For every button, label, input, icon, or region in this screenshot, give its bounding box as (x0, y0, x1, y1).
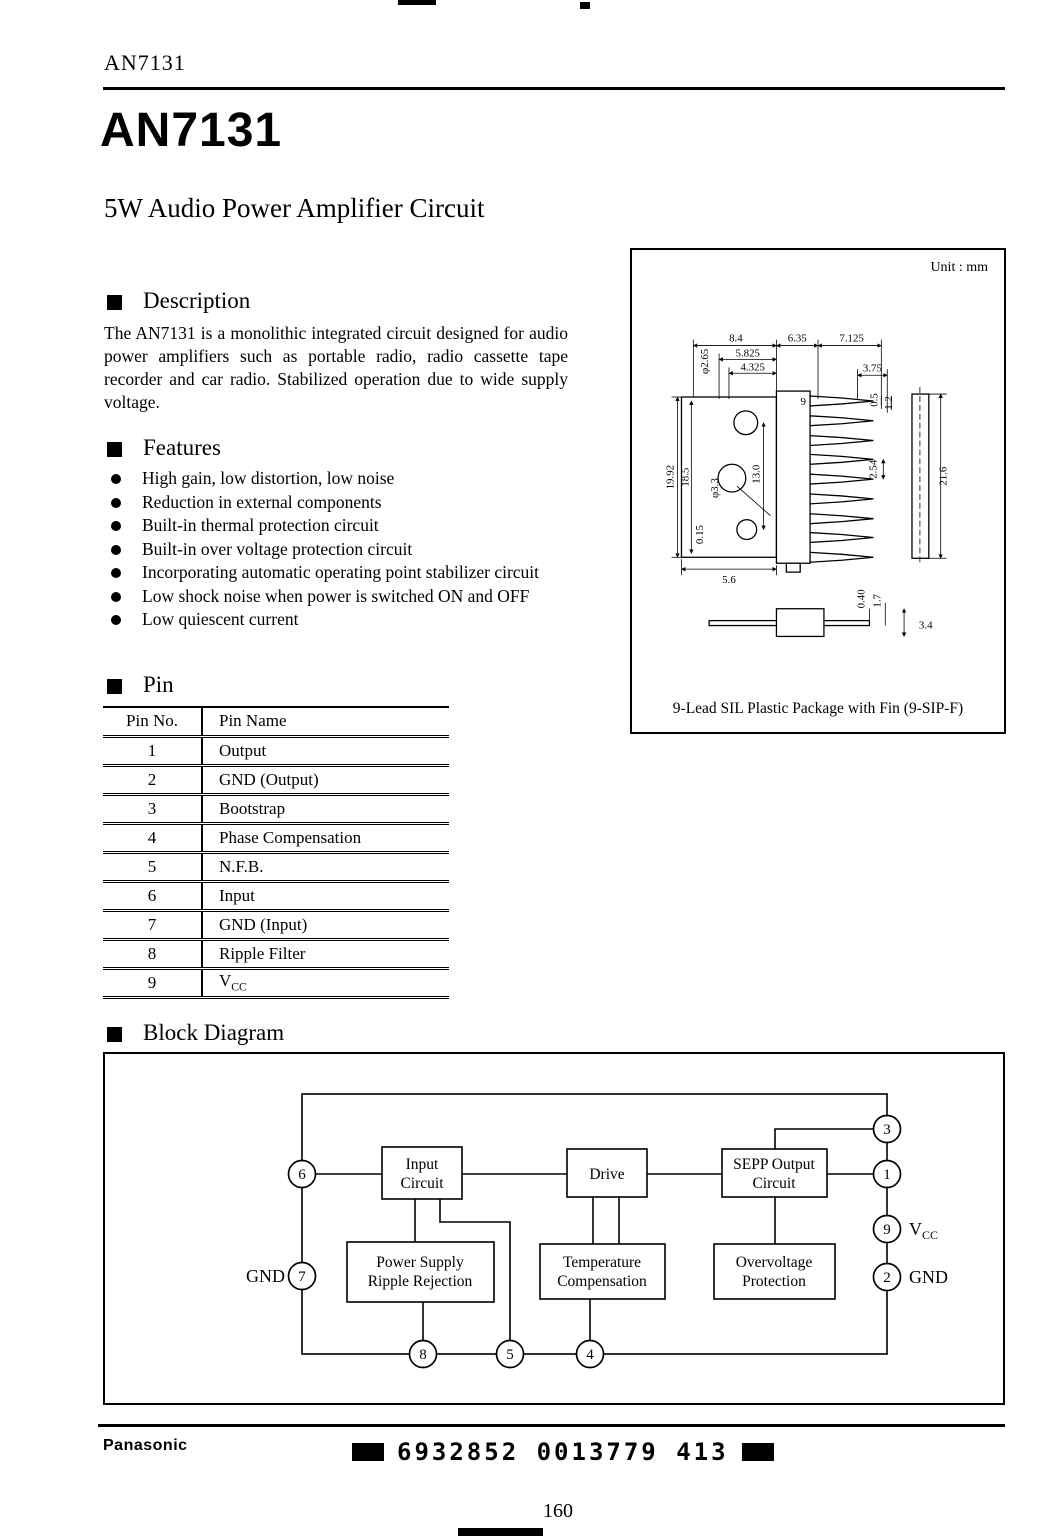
svg-text:1.2: 1.2 (883, 396, 896, 410)
section-heading-features (103, 435, 221, 461)
section-heading-pin (103, 672, 174, 698)
scan-artifact (458, 1528, 543, 1536)
svg-text:0.40: 0.40 (855, 589, 868, 609)
svg-text:1.7: 1.7 (871, 594, 884, 608)
svg-text:18.5: 18.5 (679, 467, 692, 487)
package-dimensions-leads (867, 393, 895, 480)
list-item: Low quiescent current (104, 608, 590, 632)
section-heading-block-diagram (103, 1020, 284, 1046)
block-temperature-compensation (540, 1244, 665, 1299)
pin-node-phase-comp (577, 1341, 604, 1368)
bullet-icon (111, 521, 121, 531)
header-rule (103, 87, 1005, 90)
pin-node-bootstrap (874, 1116, 901, 1143)
svg-text:Ripple Rejection: Ripple Rejection (367, 1273, 473, 1290)
list-item: Incorporating automatic operating point stabilizer circuit (104, 561, 590, 585)
svg-text:φ3.3: φ3.3 (709, 478, 722, 498)
svg-text:0.5: 0.5 (868, 393, 881, 407)
table-row: 3 Bootstrap (103, 794, 449, 823)
package-drawing-panel (630, 248, 1006, 734)
package-outline-drawing (632, 250, 1004, 732)
svg-text:6.35: 6.35 (787, 332, 807, 345)
description-text: The AN7131 is a monolithic integrated circuit designed for audio power amplifiers such as portable radio, radio cassette tape recorder and car radio. Stabilized operation due to wide supply voltage. (104, 323, 568, 412)
pin-node-vcc (874, 1216, 901, 1243)
svg-text:3: 3 (883, 1122, 891, 1138)
table-header-row (103, 707, 449, 736)
page-subtitle: 5W Audio Power Amplifier Circuit (104, 193, 485, 223)
code-block-icon (352, 1443, 384, 1461)
section-marker-icon (107, 1027, 122, 1042)
code-block-icon (742, 1443, 774, 1461)
bullet-icon (111, 474, 121, 484)
brand-logo: Panasonic (103, 1437, 188, 1454)
svg-text:3.4: 3.4 (918, 619, 933, 632)
svg-text:Drive: Drive (589, 1166, 625, 1183)
pin-table (103, 706, 449, 999)
bullet-icon (111, 568, 121, 578)
pin-node-gnd-input (289, 1263, 316, 1290)
svg-text:5.6: 5.6 (722, 574, 736, 587)
block-input-circuit (382, 1147, 462, 1199)
ic-boundary (302, 1094, 887, 1354)
gnd-label-left: GND (246, 1266, 285, 1286)
pin-node-ripple-filter (410, 1341, 437, 1368)
table-row: 7 GND (Input) (103, 910, 449, 939)
bullet-icon (111, 592, 121, 602)
bullet-icon (111, 545, 121, 555)
svg-text:19.92: 19.92 (664, 464, 677, 490)
section-marker-icon (107, 679, 122, 694)
gnd-label-right: GND (909, 1267, 948, 1287)
svg-text:9: 9 (883, 1222, 891, 1238)
pin9-label: 9 (800, 395, 806, 408)
block-drive (567, 1149, 647, 1197)
svg-text:13.0: 13.0 (750, 464, 763, 484)
pin-node-gnd-output (874, 1264, 901, 1291)
scan-artifact (580, 2, 590, 9)
svg-text:Temperature: Temperature (562, 1254, 642, 1271)
bullet-icon (111, 498, 121, 508)
svg-text:2.54: 2.54 (867, 459, 880, 479)
svg-text:5.825: 5.825 (735, 347, 760, 360)
svg-text:SEPP Output: SEPP Output (733, 1156, 815, 1173)
footer-code (352, 1438, 774, 1466)
list-item: Reduction in external components (104, 491, 590, 515)
svg-text:7.125: 7.125 (839, 332, 864, 345)
unit-label: Unit : mm (930, 260, 988, 275)
package-bottom-view (709, 589, 933, 637)
svg-text:0.15: 0.15 (694, 525, 707, 545)
table-row: 9 $V_{CC}$ (103, 968, 449, 997)
svg-text:8.4: 8.4 (729, 332, 743, 345)
section-heading-label: Description (143, 288, 251, 313)
section-heading-label: Features (143, 435, 221, 460)
list-item: High gain, low distortion, low noise (104, 467, 590, 491)
table-row: 8 Ripple Filter (103, 939, 449, 968)
svg-text:4: 4 (586, 1347, 594, 1363)
section-heading-description (103, 288, 250, 314)
table-row: 2 GND (Output) (103, 765, 449, 794)
block-overvoltage-protection (714, 1244, 835, 1299)
table-row: 1 Output (103, 736, 449, 765)
section-heading-label: Pin (143, 672, 174, 697)
code-digits: 6932852 0013779 413 (397, 1438, 729, 1466)
svg-text:4.325: 4.325 (740, 361, 765, 374)
svg-text:8: 8 (419, 1347, 427, 1363)
svg-text:21.6: 21.6 (937, 466, 950, 486)
svg-text:2: 2 (883, 1270, 891, 1286)
svg-text:6: 6 (298, 1167, 306, 1183)
vcc-label: $V_{CC}$ (909, 1219, 939, 1242)
svg-text:φ2.65: φ2.65 (699, 348, 712, 375)
svg-text:Overvoltage: Overvoltage (735, 1254, 813, 1271)
svg-text:7: 7 (298, 1269, 306, 1285)
package-dimensions-bottom (681, 559, 776, 586)
table-row: 4 Phase Compensation (103, 823, 449, 852)
svg-text:Circuit: Circuit (400, 1175, 444, 1192)
scan-artifact (398, 0, 436, 5)
table-row: 6 Input (103, 881, 449, 910)
table-row: 5 N.F.B. (103, 852, 449, 881)
list-item: Low shock noise when power is switched ON and OFF (104, 585, 590, 609)
footer-rule (98, 1424, 1005, 1427)
svg-text:Protection: Protection (742, 1273, 806, 1290)
page-title: AN7131 (100, 104, 283, 157)
block-ripple-rejection (347, 1242, 494, 1302)
list-item: Built-in thermal protection circuit (104, 514, 590, 538)
section-marker-icon (107, 295, 122, 310)
block-diagram (105, 1054, 1003, 1403)
block-diagram-panel (103, 1052, 1005, 1405)
svg-text:3.75: 3.75 (862, 362, 882, 375)
block-sepp-output (722, 1149, 827, 1197)
section-marker-icon (107, 442, 122, 457)
svg-text:Compensation: Compensation (557, 1273, 647, 1290)
pin-node-output (874, 1161, 901, 1188)
page-number: 160 (543, 1500, 573, 1522)
pin-node-nfb (497, 1341, 524, 1368)
section-heading-label: Block Diagram (143, 1020, 285, 1045)
bullet-icon (111, 615, 121, 625)
pin-node-input (289, 1161, 316, 1188)
svg-text:Input: Input (405, 1156, 439, 1173)
list-item: Built-in over voltage protection circuit (104, 538, 590, 562)
features-list (104, 467, 590, 632)
svg-text:Circuit: Circuit (752, 1175, 796, 1192)
package-side-view (912, 387, 950, 565)
svg-text:5: 5 (506, 1347, 514, 1363)
package-caption: 9-Lead SIL Plastic Package with Fin (9-SIP-F) (672, 700, 964, 717)
svg-text:1: 1 (883, 1167, 891, 1183)
column-header-pin-name: Pin Name (202, 707, 449, 736)
column-header-pin-no: Pin No. (103, 707, 202, 736)
header-doc-number: AN7131 (104, 50, 186, 75)
svg-text:Power Supply: Power Supply (376, 1254, 464, 1271)
